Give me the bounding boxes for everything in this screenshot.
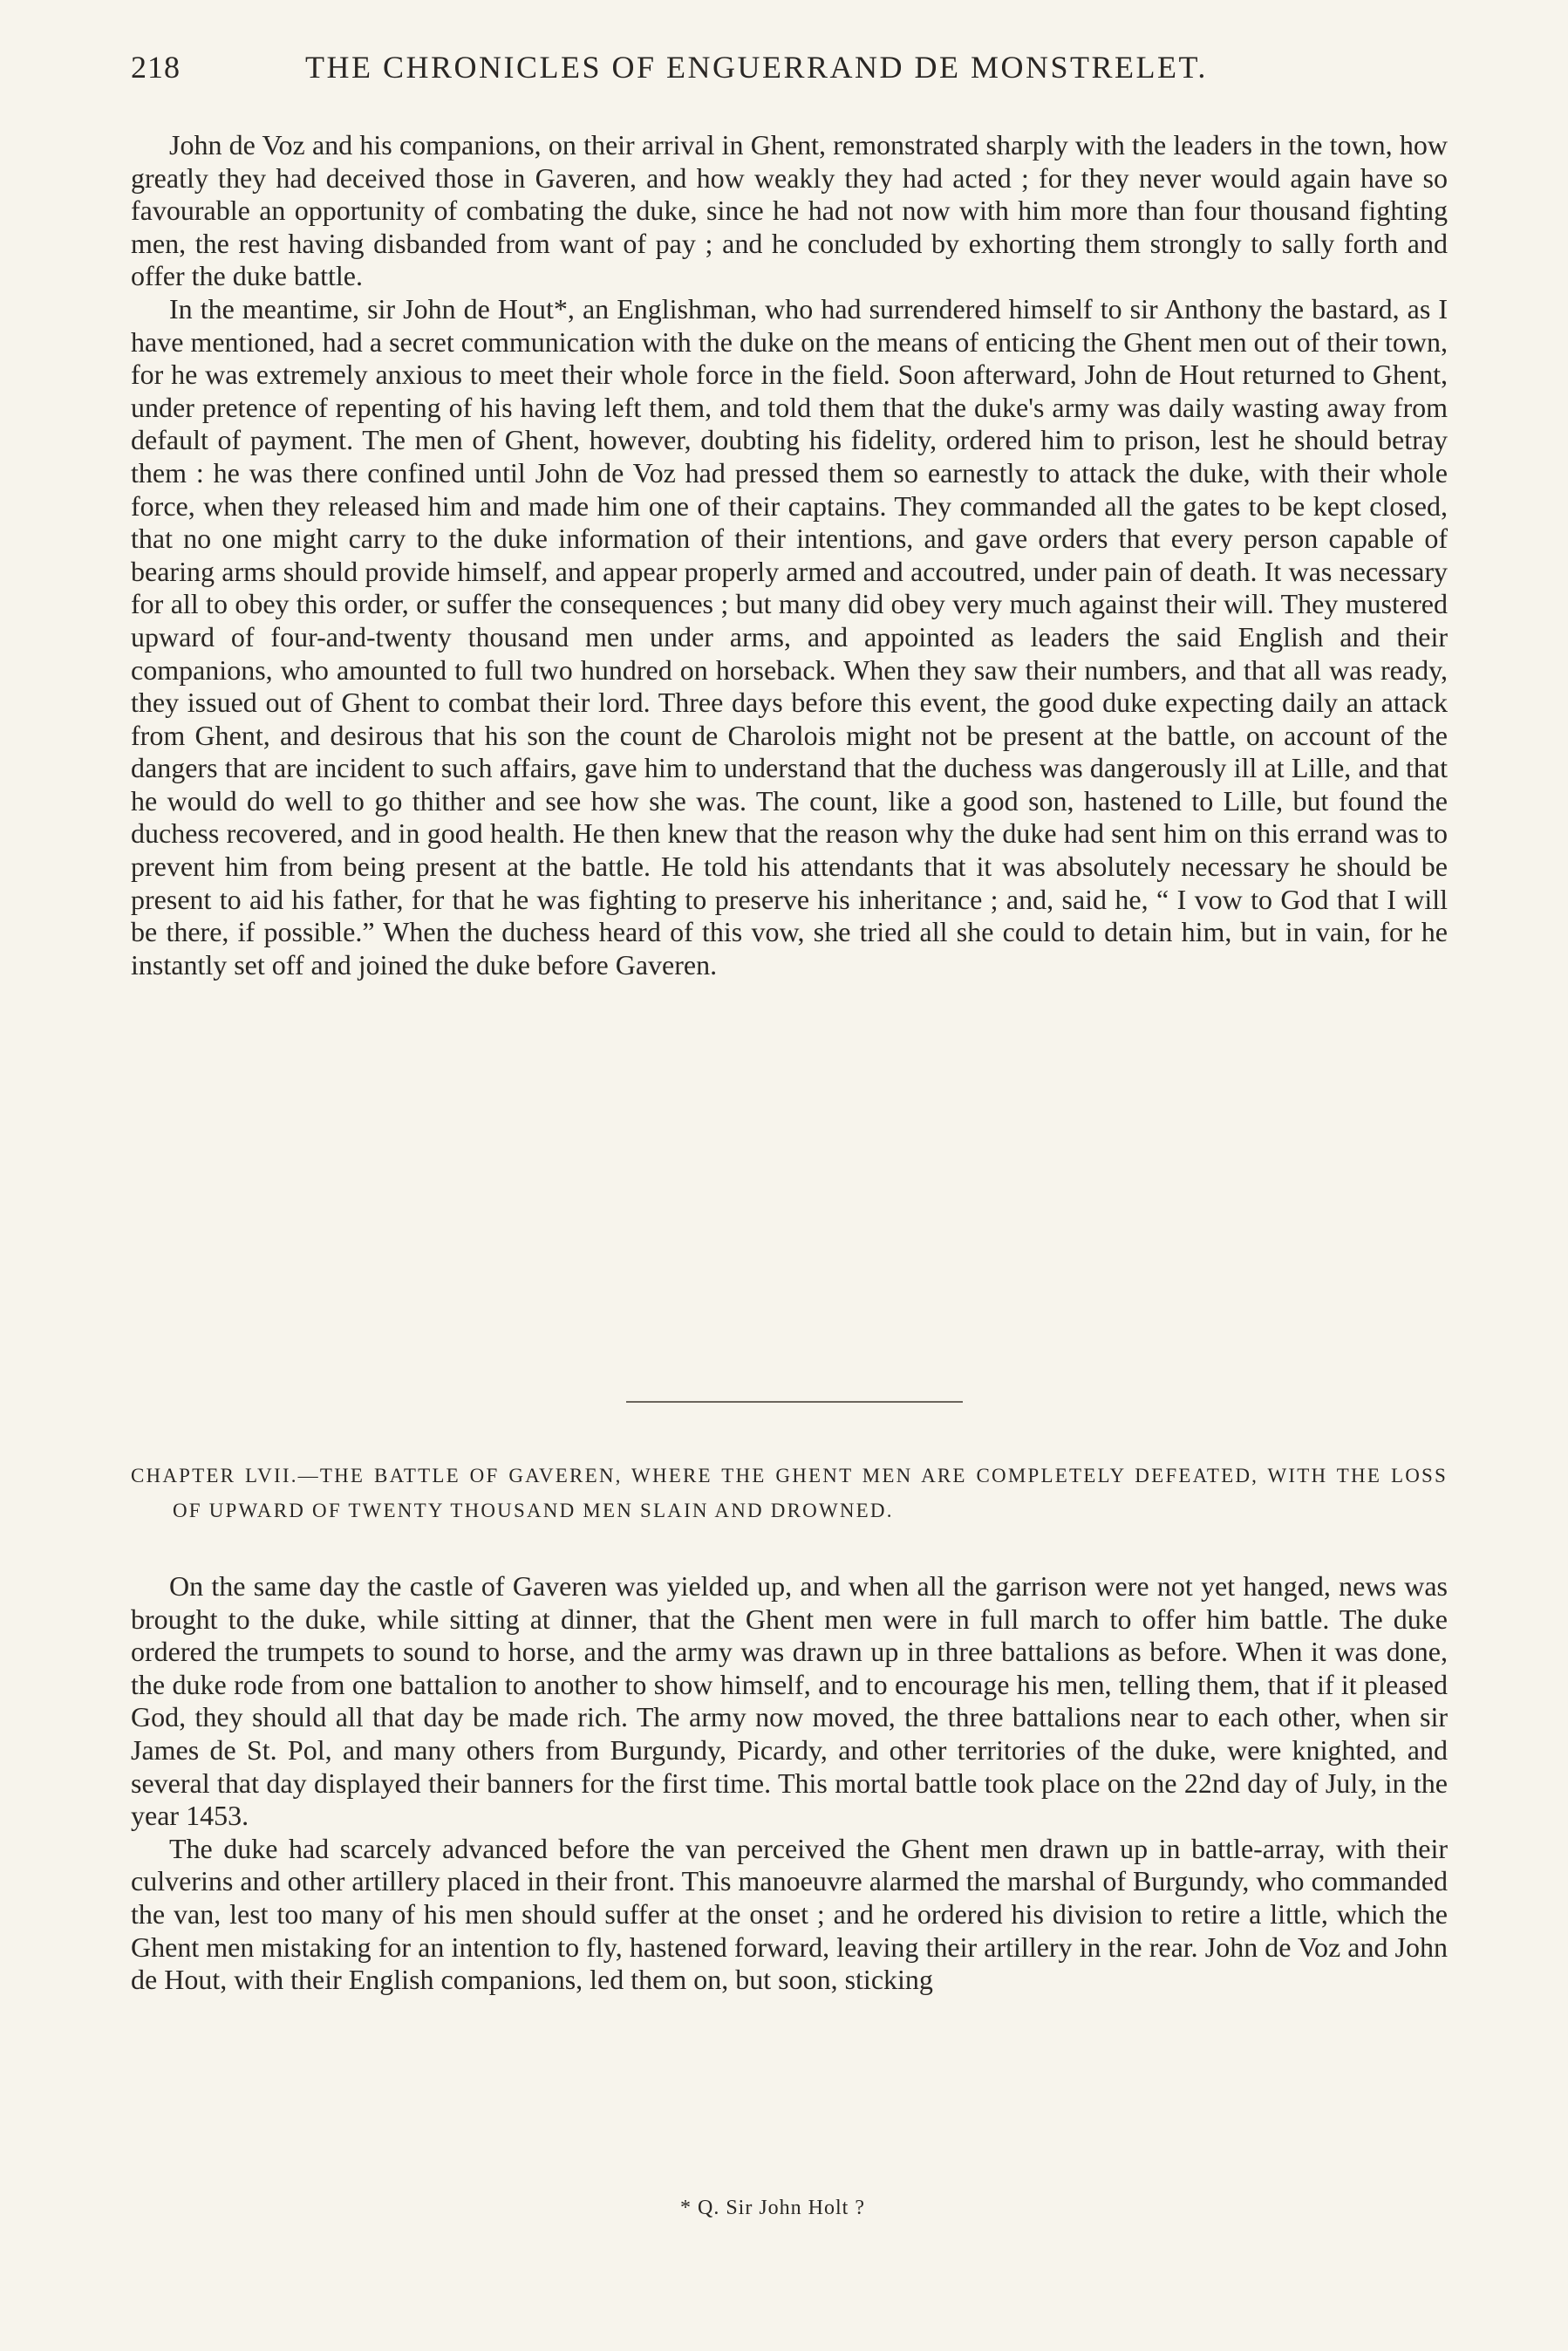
paragraph: On the same day the castle of Gaveren was yielded up, and when all the garrison were not yet hanged, news was brought to the duke, while sitting at dinner, that the Ghent men were in full march to offer him battle. The duke ordered the trumpets to sound to horse, and the army was drawn up in three battalions as before. When it was done, the duke rode from one battalion to another to show himself, and to encourage his men, telling them, that if it pleased God, they should all that day be made rich. The army now moved, the three battalions near to each other, when sir James de St. Pol, and many others from Burgundy, Picardy, and other territories of the duke, were knighted, and several that day displayed their banners for the first time. This mortal battle took place on the 22nd day of July, in the year 1453. [131,1570,1448,1832]
main-text [131,129,1448,981]
chapter-heading: CHAPTER LVII.—THE BATTLE OF GAVEREN, WHERE THE GHENT MEN ARE COMPLETELY DEFEATED, WITH THE LOSS OF UPWARD OF TWENTY THOUSAND MEN SLAIN AND DROWNED. [131,1465,1448,1521]
page-number: 218 [131,50,181,85]
footnote: * Q. Sir John Holt ? [680,2197,865,2219]
section-divider [626,1401,963,1403]
paragraph: In the meantime, sir John de Hout*, an Englishman, who had surrendered himself to sir Anthony the bastard, as I have mentioned, had a secret communication with the duke on the means of enticing the Ghent men out of their town, for he was extremely anxious to meet their whole force in the field. Soon afterward, John de Hout returned to Ghent, under pretence of repenting of his having left them, and told them that the duke's army was daily wasting away from default of payment. The men of Ghent, however, doubting his fidelity, ordered him to prison, lest he should betray them : he was there confined until John de Voz had pressed them so earnestly to attack the duke, with their whole force, when they released him and made him one of their captains. They commanded all the gates to be kept closed, that no one might carry to the duke information of their intentions, and gave orders that every person capable of bearing arms should provide himself, and appear properly armed and accoutred, under pain of death. It was necessary for all to obey this order, or suffer the consequences ; but many did obey very much against their will. They mustered upward of four-and-twenty thousand men under arms, and appointed as leaders the said English and their companions, who amounted to full two hundred on horseback. When they saw their numbers, and that all was ready, they issued out of Ghent to combat their lord. Three days before this event, the good duke expecting daily an attack from Ghent, and desirous that his son the count de Charolois might not be present at the battle, on account of the dangers that are incident to such affairs, gave him to understand that the duchess was dangerously ill at Lille, and that he would do well to go thither and see how she was. The count, like a good son, hastened to Lille, but found the duchess recovered, and in good health. He then knew that the reason why the duke had sent him on this errand was to prevent him from being present at the battle. He told his attendants that it was absolutely necessary he should be present to aid his father, for that he was fighting to preserve his inheritance ; and, said he, “ I vow to God that I will be there, if possible.” When the duchess heard of this vow, she tried all she could to detain him, but in vain, for he instantly set off and joined the duke before Gaveren. [131,292,1448,981]
paragraph: John de Voz and his companions, on their arrival in Ghent, remonstrated sharply with the leaders in the town, how greatly they had deceived those in Gaveren, and how weakly they had acted ; for they never would again have so favourable an opportunity of combating the duke, since he had not now with him more than four thousand fighting men, the rest having disbanded from want of pay ; and he concluded by exhorting them strongly to sally forth and offer the duke battle. [131,129,1448,292]
paragraph: The duke had scarcely advanced before the van perceived the Ghent men drawn up in battle-array, with their culverins and other artillery placed in their front. This manoeuvre alarmed the marshal of Burgundy, who commanded the van, lest too many of his men should suffer at the onset ; and he ordered his division to retire a little, which the Ghent men mistaking for an intention to fly, hastened forward, leaving their artillery in the rear. John de Voz and John de Hout, with their English companions, led them on, but soon, sticking [131,1832,1448,1996]
running-title: THE CHRONICLES OF ENGUERRAND DE MONSTRELET. [305,50,1208,85]
running-header [131,49,1439,85]
chapter-text [131,1570,1448,1997]
